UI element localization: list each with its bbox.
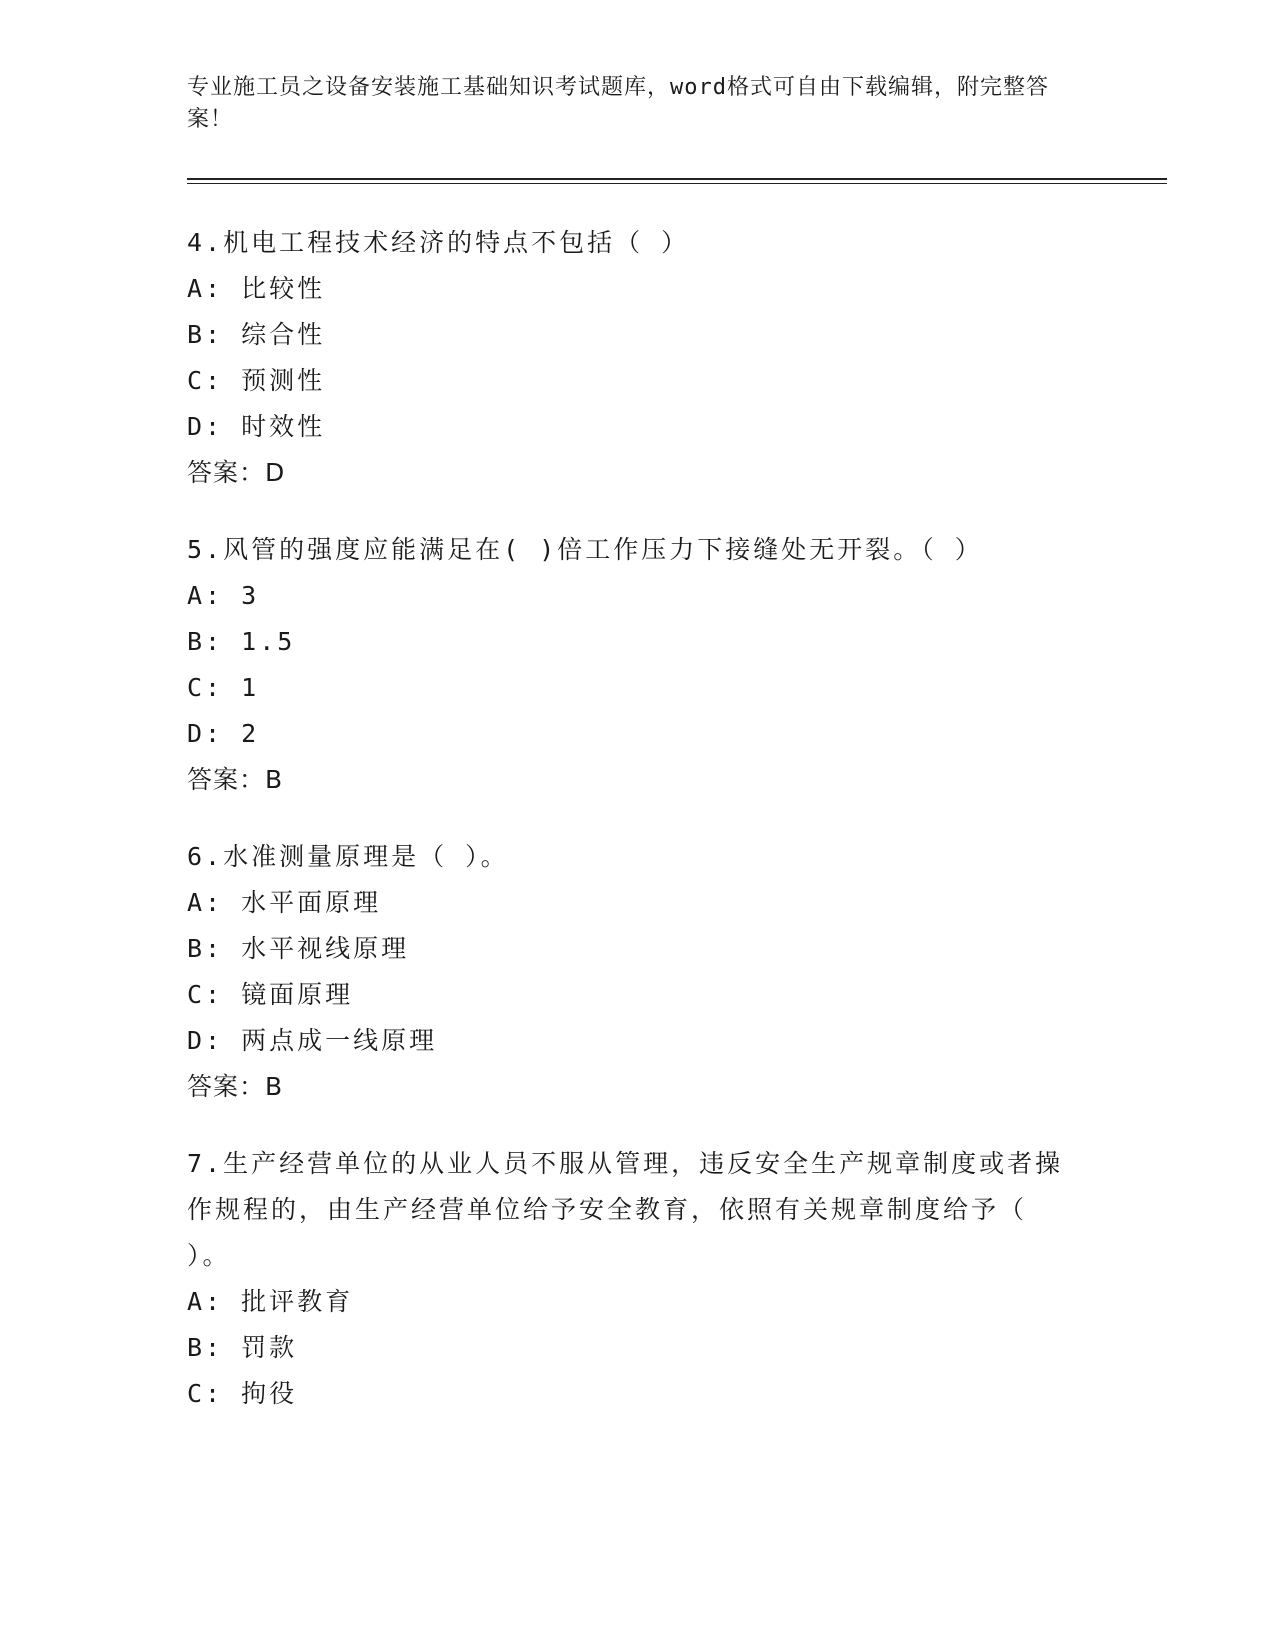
header-rule-thin [187,183,1167,184]
document-header: 专业施工员之设备安装施工基础知识考试题库，word格式可自由下载编辑，附完整答案！ [187,75,1049,132]
option-c: C: 预测性 [187,366,326,395]
header-rule-thick [187,178,1167,180]
option-c: C: 1 [187,673,260,702]
answer: 答案：B [187,765,284,794]
question-7 [187,1141,1067,1417]
option-b: B: 水平视线原理 [187,934,410,963]
option-c: C: 镜面原理 [187,980,354,1009]
option-b: B: 1.5 [187,627,296,656]
answer: 答案：D [187,458,286,487]
option-b: B: 综合性 [187,320,326,349]
answer: 答案：B [187,1072,284,1101]
question-stem: 4.机电工程技术经济的特点不包括（ ） [187,228,690,257]
option-a: A: 批评教育 [187,1287,354,1316]
question-6 [187,834,1067,1110]
option-c: C: 拘役 [187,1379,298,1408]
option-a: A: 水平面原理 [187,888,382,917]
option-b: B: 罚款 [187,1333,298,1362]
question-stem: 6.水准测量原理是（ ）。 [187,842,509,871]
option-a: A: 比较性 [187,274,326,303]
option-d: D: 两点成一线原理 [187,1026,438,1055]
question-5 [187,527,1067,803]
question-4 [187,220,1067,496]
option-d: D: 时效性 [187,412,326,441]
option-d: D: 2 [187,719,260,748]
option-a: A: 3 [187,581,260,610]
question-stem: 7.生产经营单位的从业人员不服从管理，违反安全生产规章制度或者操作规程的，由生产经营单位给予安全教育，依照有关规章制度给予（ ）。 [187,1149,1064,1270]
question-stem: 5.风管的强度应能满足在( )倍工作压力下接缝处无开裂。（ ） [187,535,983,564]
